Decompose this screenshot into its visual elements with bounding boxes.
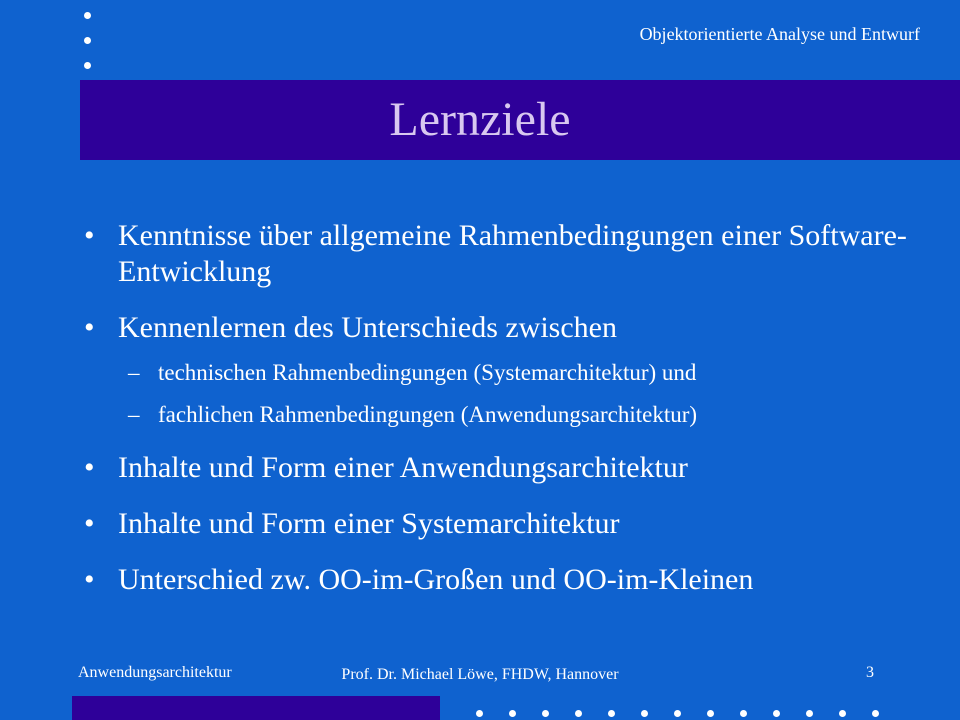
bullet-item xyxy=(84,562,934,598)
bullet-item xyxy=(84,506,934,542)
dot-icon xyxy=(84,62,91,69)
bullet-marker: • xyxy=(84,311,95,344)
dot-icon xyxy=(839,710,846,717)
course-title: Objektorientierte Analyse und Entwurf xyxy=(639,24,920,44)
bullet-item xyxy=(84,218,934,290)
sub-bullet-item xyxy=(128,400,934,430)
dot-icon xyxy=(608,710,615,717)
bullet-marker: • xyxy=(84,451,95,484)
dash-marker: – xyxy=(128,360,140,385)
sub-bullet-text: fachlichen Rahmenbedingungen (Anwendungsarchitektur) xyxy=(158,402,698,427)
dash-marker: – xyxy=(128,402,140,427)
dot-icon xyxy=(509,710,516,717)
dot-icon xyxy=(740,710,747,717)
page-number: 3 xyxy=(866,664,874,681)
sub-bullet-item xyxy=(128,358,934,388)
bullet-item xyxy=(84,450,934,486)
bullet-text: Unterschied zw. OO-im-Großen und OO-im-Kleinen xyxy=(118,563,754,596)
dot-icon xyxy=(674,710,681,717)
sub-bullet-text: technischen Rahmenbedingungen (Systemarchitektur) und xyxy=(158,360,697,385)
sub-bullet-list xyxy=(84,358,934,430)
dot-icon xyxy=(575,710,582,717)
bullet-item xyxy=(84,310,934,346)
footer-topic: Anwendungsarchitektur xyxy=(78,664,232,681)
bullet-text: Inhalte und Form einer Anwendungsarchitektur xyxy=(118,451,688,484)
bullet-marker: • xyxy=(84,507,95,540)
dot-icon xyxy=(707,710,714,717)
slide-content xyxy=(84,218,934,618)
bullet-text: Inhalte und Form einer Systemarchitektur xyxy=(118,507,620,540)
bottom-band xyxy=(72,696,440,720)
decorative-dots-bottom xyxy=(476,710,905,717)
slide-title: Lernziele xyxy=(389,93,571,146)
bullet-text: Kennenlernen des Unterschieds zwischen xyxy=(118,311,617,344)
dot-icon xyxy=(542,710,549,717)
bullet-text: Kenntnisse über allgemeine Rahmenbedingungen einer Software-Entwicklung xyxy=(118,219,907,288)
dot-icon xyxy=(773,710,780,717)
dot-icon xyxy=(84,37,91,44)
decorative-dots-top xyxy=(84,12,94,87)
bullet-marker: • xyxy=(84,563,95,596)
dot-icon xyxy=(806,710,813,717)
bullet-marker: • xyxy=(84,219,95,252)
dot-icon xyxy=(84,12,91,19)
dot-icon xyxy=(641,710,648,717)
footer-author: Prof. Dr. Michael Löwe, FHDW, Hannover xyxy=(341,666,619,683)
title-band xyxy=(80,80,960,160)
dot-icon xyxy=(476,710,483,717)
dot-icon xyxy=(872,710,879,717)
